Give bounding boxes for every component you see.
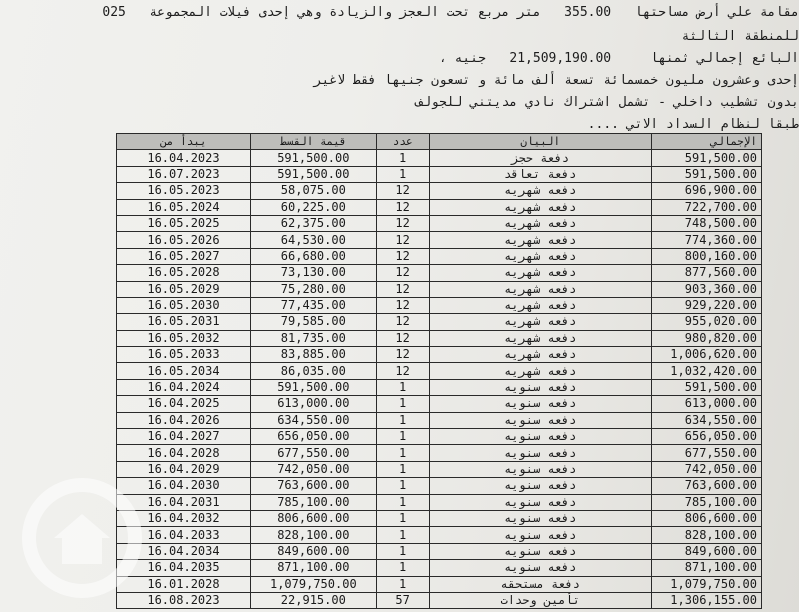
- cell-total: 955,020.00: [651, 314, 761, 330]
- table-row: [117, 396, 762, 412]
- cell-start: 16.04.2029: [117, 461, 251, 477]
- cell-description: دفعه شهريه: [429, 232, 651, 248]
- table-row: [117, 576, 762, 592]
- cell-count: 1: [376, 396, 429, 412]
- cell-installment: 656,050.00: [250, 429, 376, 445]
- cell-count: 1: [376, 379, 429, 395]
- cell-description: دفعه شهريه: [429, 183, 651, 199]
- cell-count: 1: [376, 166, 429, 182]
- cell-total: 849,600.00: [651, 543, 761, 559]
- cell-count: 1: [376, 527, 429, 543]
- table-body: [117, 150, 762, 609]
- cell-total: 1,032,420.00: [651, 363, 761, 379]
- cell-description: دفعة تعاقد: [429, 166, 651, 182]
- cell-start: 16.05.2024: [117, 199, 251, 215]
- header-line-5: [415, 95, 799, 110]
- table-row: [117, 363, 762, 379]
- cell-description: دفعه شهريه: [429, 215, 651, 231]
- cell-total: 1,079,750.00: [651, 576, 761, 592]
- cell-total: 785,100.00: [651, 494, 761, 510]
- header-zone-text: للمنطقة الثالثة: [681, 29, 799, 44]
- cell-installment: 677,550.00: [250, 445, 376, 461]
- column-header-description: البيان: [429, 134, 651, 150]
- cell-start: 16.04.2028: [117, 445, 251, 461]
- table-row: [117, 281, 762, 297]
- cell-total: 722,700.00: [651, 199, 761, 215]
- cell-count: 12: [376, 183, 429, 199]
- cell-installment: 77,435.00: [250, 297, 376, 313]
- cell-total: 806,600.00: [651, 510, 761, 526]
- header-price-amount: 21,509,190.00: [509, 51, 612, 66]
- table-row: [117, 461, 762, 477]
- table-row: [117, 150, 762, 166]
- header-line-1: [102, 5, 799, 20]
- cell-description: دفعه سنويه: [429, 560, 651, 576]
- cell-start: 16.05.2032: [117, 330, 251, 346]
- table-row: [117, 510, 762, 526]
- cell-installment: 634,550.00: [250, 412, 376, 428]
- cell-installment: 785,100.00: [250, 494, 376, 510]
- cell-installment: 83,885.00: [250, 347, 376, 363]
- cell-start: 16.05.2027: [117, 248, 251, 264]
- cell-installment: 763,600.00: [250, 478, 376, 494]
- cell-total: 800,160.00: [651, 248, 761, 264]
- cell-installment: 742,050.00: [250, 461, 376, 477]
- table-row: [117, 183, 762, 199]
- table-row: [117, 199, 762, 215]
- cell-description: تأمين وحدات: [429, 592, 651, 608]
- table-row: [117, 314, 762, 330]
- cell-installment: 81,735.00: [250, 330, 376, 346]
- cell-installment: 591,500.00: [250, 166, 376, 182]
- cell-count: 1: [376, 150, 429, 166]
- table-row: [117, 232, 762, 248]
- cell-start: 16.04.2026: [117, 412, 251, 428]
- cell-installment: 79,585.00: [250, 314, 376, 330]
- cell-start: 16.05.2025: [117, 215, 251, 231]
- cell-count: 12: [376, 297, 429, 313]
- column-header-total: الإجمالي: [651, 134, 761, 150]
- header-price-label: البائع إجمالي ثمنها: [650, 51, 799, 66]
- cell-description: دفعه شهريه: [429, 363, 651, 379]
- cell-count: 1: [376, 560, 429, 576]
- cell-start: 16.05.2028: [117, 265, 251, 281]
- cell-total: 903,360.00: [651, 281, 761, 297]
- cell-description: دفعه سنويه: [429, 494, 651, 510]
- table-header-row: [117, 134, 762, 150]
- cell-total: 877,560.00: [651, 265, 761, 281]
- cell-start: 16.04.2035: [117, 560, 251, 576]
- cell-installment: 591,500.00: [250, 150, 376, 166]
- cell-installment: 86,035.00: [250, 363, 376, 379]
- cell-installment: 58,075.00: [250, 183, 376, 199]
- cell-start: 16.04.2030: [117, 478, 251, 494]
- cell-description: دفعه سنويه: [429, 543, 651, 559]
- cell-total: 742,050.00: [651, 461, 761, 477]
- column-header-installment: قيمة القسط: [250, 134, 376, 150]
- house-body-shape: [62, 538, 102, 564]
- cell-count: 1: [376, 510, 429, 526]
- column-header-count: عدد: [376, 134, 429, 150]
- cell-description: دفعه سنويه: [429, 412, 651, 428]
- cell-count: 1: [376, 543, 429, 559]
- cell-start: 16.04.2025: [117, 396, 251, 412]
- table-row: [117, 166, 762, 182]
- header-land-text: مقامة علي أرض مساحتها: [634, 5, 799, 20]
- cell-installment: 60,225.00: [250, 199, 376, 215]
- cell-start: 16.07.2023: [117, 166, 251, 182]
- cell-description: دفعه شهريه: [429, 314, 651, 330]
- cell-installment: 1,079,750.00: [250, 576, 376, 592]
- cell-installment: 75,280.00: [250, 281, 376, 297]
- cell-count: 1: [376, 461, 429, 477]
- table-row: [117, 297, 762, 313]
- cell-count: 12: [376, 347, 429, 363]
- cell-installment: 66,680.00: [250, 248, 376, 264]
- cell-start: 16.01.2028: [117, 576, 251, 592]
- cell-description: دفعه سنويه: [429, 445, 651, 461]
- cell-count: 12: [376, 363, 429, 379]
- cell-count: 12: [376, 265, 429, 281]
- header-line-4: [314, 73, 799, 88]
- header-area-desc: متر مربع تحت العجز والزيادة وهي إحدى فيلات المجموعة: [149, 5, 541, 20]
- cell-installment: 613,000.00: [250, 396, 376, 412]
- cell-total: 774,360.00: [651, 232, 761, 248]
- cell-start: 16.04.2031: [117, 494, 251, 510]
- cell-description: دفعه سنويه: [429, 429, 651, 445]
- cell-count: 1: [376, 576, 429, 592]
- cell-installment: 806,600.00: [250, 510, 376, 526]
- cell-installment: 64,530.00: [250, 232, 376, 248]
- cell-total: 980,820.00: [651, 330, 761, 346]
- cell-start: 16.05.2023: [117, 183, 251, 199]
- cell-description: دفعه سنويه: [429, 396, 651, 412]
- table-row: [117, 429, 762, 445]
- cell-start: 16.04.2032: [117, 510, 251, 526]
- house-roof-shape: [54, 514, 110, 538]
- table-row: [117, 265, 762, 281]
- cell-total: 591,500.00: [651, 379, 761, 395]
- cell-total: 613,000.00: [651, 396, 761, 412]
- table-row: [117, 478, 762, 494]
- cell-start: 16.05.2033: [117, 347, 251, 363]
- cell-description: دفعة حجز: [429, 150, 651, 166]
- payment-schedule-table: [116, 133, 762, 609]
- header-area-value: 355.00: [564, 5, 612, 20]
- cell-description: دفعه سنويه: [429, 510, 651, 526]
- cell-installment: 62,375.00: [250, 215, 376, 231]
- cell-start: 16.05.2029: [117, 281, 251, 297]
- cell-count: 57: [376, 592, 429, 608]
- header-price-words: إحدى وعشرون مليون خمسمائة تسعة ألف مائة و تسعون جنيها فقط لاغير: [313, 73, 799, 88]
- cell-count: 1: [376, 478, 429, 494]
- cell-description: دفعة مستحقه: [429, 576, 651, 592]
- header-finishing-note: بدون تشطيب داخلي - تشمل اشتراك نادي مديتني للجولف: [415, 95, 799, 110]
- cell-installment: 871,100.00: [250, 560, 376, 576]
- cell-total: 828,100.00: [651, 527, 761, 543]
- cell-total: 656,050.00: [651, 429, 761, 445]
- cell-total: 591,500.00: [651, 166, 761, 182]
- cell-total: 677,550.00: [651, 445, 761, 461]
- header-line-6: [588, 117, 799, 132]
- header-line-2: [682, 29, 799, 44]
- cell-count: 12: [376, 232, 429, 248]
- cell-count: 12: [376, 330, 429, 346]
- header-currency: جنيه ،: [438, 51, 486, 66]
- cell-start: 16.05.2026: [117, 232, 251, 248]
- cell-total: 1,306,155.00: [651, 592, 761, 608]
- cell-start: 16.04.2034: [117, 543, 251, 559]
- table-row: [117, 379, 762, 395]
- cell-installment: 22,915.00: [250, 592, 376, 608]
- cell-count: 12: [376, 248, 429, 264]
- cell-description: دفعه شهريه: [429, 265, 651, 281]
- cell-total: 634,550.00: [651, 412, 761, 428]
- table-row: [117, 543, 762, 559]
- cell-total: 1,006,620.00: [651, 347, 761, 363]
- cell-installment: 828,100.00: [250, 527, 376, 543]
- cell-description: دفعه شهريه: [429, 330, 651, 346]
- column-header-start: يبدأ من: [117, 134, 251, 150]
- table-row: [117, 527, 762, 543]
- cell-count: 1: [376, 494, 429, 510]
- cell-start: 16.05.2031: [117, 314, 251, 330]
- table-row: [117, 560, 762, 576]
- table-row: [117, 494, 762, 510]
- header-line-3: [439, 51, 799, 66]
- cell-installment: 73,130.00: [250, 265, 376, 281]
- cell-count: 12: [376, 215, 429, 231]
- cell-count: 1: [376, 445, 429, 461]
- table-row: [117, 445, 762, 461]
- table-row: [117, 347, 762, 363]
- cell-count: 12: [376, 281, 429, 297]
- cell-description: دفعه شهريه: [429, 248, 651, 264]
- cell-description: دفعه شهريه: [429, 347, 651, 363]
- cell-count: 12: [376, 199, 429, 215]
- cell-total: 763,600.00: [651, 478, 761, 494]
- cell-description: دفعه شهريه: [429, 281, 651, 297]
- cell-description: دفعه سنويه: [429, 379, 651, 395]
- cell-installment: 849,600.00: [250, 543, 376, 559]
- cell-start: 16.04.2027: [117, 429, 251, 445]
- cell-description: دفعه سنويه: [429, 478, 651, 494]
- cell-description: دفعه سنويه: [429, 461, 651, 477]
- cell-count: 1: [376, 412, 429, 428]
- header-group-number: 025: [102, 5, 126, 20]
- cell-total: 748,500.00: [651, 215, 761, 231]
- cell-start: 16.05.2030: [117, 297, 251, 313]
- cell-start: 16.05.2034: [117, 363, 251, 379]
- table-row: [117, 248, 762, 264]
- cell-total: 929,220.00: [651, 297, 761, 313]
- cell-start: 16.04.2024: [117, 379, 251, 395]
- cell-count: 12: [376, 314, 429, 330]
- table-row: [117, 592, 762, 608]
- cell-count: 1: [376, 429, 429, 445]
- table-row: [117, 330, 762, 346]
- table-row: [117, 215, 762, 231]
- cell-description: دفعه شهريه: [429, 297, 651, 313]
- cell-start: 16.08.2023: [117, 592, 251, 608]
- cell-start: 16.04.2033: [117, 527, 251, 543]
- cell-description: دفعه شهريه: [429, 199, 651, 215]
- cell-total: 871,100.00: [651, 560, 761, 576]
- header-schedule-intro: طبقا لنظام السداد الاتي ....: [587, 117, 799, 132]
- cell-start: 16.04.2023: [117, 150, 251, 166]
- cell-total: 696,900.00: [651, 183, 761, 199]
- cell-total: 591,500.00: [651, 150, 761, 166]
- cell-installment: 591,500.00: [250, 379, 376, 395]
- cell-description: دفعه سنويه: [429, 527, 651, 543]
- table-row: [117, 412, 762, 428]
